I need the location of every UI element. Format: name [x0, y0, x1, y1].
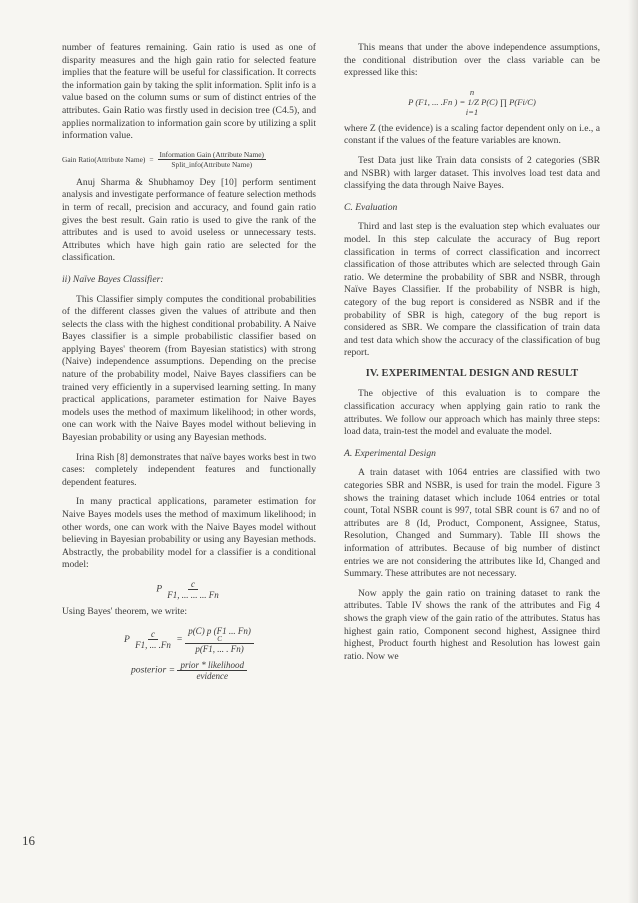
product-upper-limit: n — [469, 86, 475, 97]
left-column — [62, 42, 316, 687]
bayes-denominator: p(F1, ... . Fn) — [195, 643, 244, 654]
formula-fraction — [158, 150, 266, 169]
paragraph-independence: This means that under the above independence assumptions, the conditional distribution over the class variable can be expressed like this: — [344, 42, 600, 79]
page-number: 16 — [22, 833, 35, 848]
paragraph-test-data: Test Data just like Train data consists of 2 categories (SBR and NSBR) with larger dataset. This involves load test data and classifying the data through Naive Bayes. — [344, 154, 600, 192]
model-class: c — [188, 579, 198, 590]
posterior-numerator: prior * likelihood — [177, 660, 247, 671]
page-edge-shadow — [628, 0, 638, 903]
bayes-equation: P $\frac{c}{F1, ... .Fn}$ = p(C) p (F1 ... Fn) C p(F1, ... . Fn) — [62, 626, 316, 654]
product-expression: P (F1, ... .Fn ) = 1/Z P(C) ∏ P(Fi/C) — [408, 96, 536, 107]
product-lower-limit: i=1 — [465, 106, 479, 117]
formula-lhs: Gain Ratio(Attribute Name) — [62, 154, 146, 164]
bayes-lhs-fraction — [132, 629, 174, 650]
formula-denominator: Split_info(Attribute Name) — [171, 159, 253, 169]
subheading-experimental-design: A. Experimental Design — [344, 447, 436, 459]
paragraph-parameter-estimation: In many practical applications, parameter estimation for Naive Bayes models uses the method of maximum likelihood; in other words, one can work with the Naive Bayes model without believing in Bayesian probability or using any Bayesian methods. Abstractly, the probability model for a classifier is a conditional model: — [62, 496, 316, 571]
section-heading-experimental: IV. EXPERIMENTAL DESIGN AND RESULT — [365, 367, 579, 379]
bayes-rhs-fraction — [185, 626, 254, 654]
paragraph-train-dataset: A train dataset with 1064 entries are classified with two categories SBR and NSBR, is used for train the model. Figure 3 shows the training dataset which include 1064 entries or total count, Total NSBR count is 997, total SBR count is 67 and no of attributes are 8 (Id, Product, Component, Assignee, Status, Resolution, Changed and Summary). Table III shows the information of attributes. Because of big number of distinct entries we are not considering the attributes like Id, Changed and Summary. These attributes are not necessary. — [344, 467, 600, 580]
paragraph-gain-ratio-rank: Now apply the gain ratio on training dataset to rank the attributes. Table IV shows the rank of the attributes and Fig 4 shows the graph view of the gain ratio of the attributes. Status has highest gain ratio, Component second highest, Assignee third highest, Product fourth highest and Resolution has lowest gain ratio. Now we — [344, 587, 600, 662]
formula-numerator: Information Gain (Attribute Name) — [159, 149, 264, 159]
posterior-denominator: evidence — [196, 670, 228, 681]
paragraph-classifier: This Classifier simply computes the conditional probabilities of the different classes given the values of attribute and then selects the class with the highest conditional probability. A Naive Bayes classifier is a simple probabilistic classifier based on applying Bayes' theorem (from Bayesian statistics) with strong (Naive) independence assumptions. Depending on the precise nature of the probability model, Naive Bayes classifiers can be trained very efficiently in a supervised learning setting. In many practical applications, parameter estimation for Naive Bayes models uses the method of maximum likelihood; in other words, one can work with the Naive Bayes model without believing in Bayesian probability or using any Bayesian methods. — [62, 293, 316, 444]
formula-equals: = — [149, 154, 154, 164]
posterior-fraction — [177, 660, 247, 681]
bayes-numerator-class: C — [217, 634, 222, 643]
bayes-lhs-features: F1, ... .Fn — [135, 640, 171, 651]
bayes-lhs-class: c — [148, 629, 158, 640]
paragraph-gain-ratio-intro: number of features remaining. Gain ratio is used as one of disparity measures and the high gain ratio for selected feature implies that the feature will be useful for classification. It corrects the information gain by taking the split information. Split info is a value based on the column sums or sum of distinct entries of the attributes. Gain Ratio was firstly used in decision tree (C4.5), and applies normalization to information gain score by utilizing a split information value. — [62, 42, 316, 142]
paragraph-irina-rish: Irina Rish [8] demonstrates that naïve bayes works best in two cases: completely independent features and functionally dependent features. — [62, 451, 316, 488]
conditional-model-equation: P $\frac{c}{F1, ... ... ... Fn}$ — [62, 579, 316, 600]
bayes-numerator — [185, 626, 254, 644]
subheading-evaluation: C. Evaluation — [344, 201, 398, 213]
right-column — [344, 42, 600, 670]
conditional-distribution-equation — [344, 87, 600, 117]
paragraph-evaluation: Third and last step is the evaluation step which evaluates our model. In this step calculate the accuracy of Bug report classification in terms of correct classification and incorrect classification of those attributes which are selected through Gain ratio. We determine the probability of SBR and NSBR, through Naïve Bayes Classifier. If the probability of NSBR is high, category of the bug report is considered as NSBR and if the probability of SBR is high, category of the bug report is considered as SBR. We compare the classification of train data and test data which show the accuracy of the classification of bug report. — [344, 221, 600, 359]
posterior-equation: posterior = $\frac{\text{prior * likelihood}}{\text{evidence}}$ — [62, 660, 316, 681]
paragraph-evidence: where Z (the evidence) is a scaling factor dependent only on i.e., a constant if the values of the feature variables are known. — [344, 122, 600, 147]
paragraph-objective: The objective of this evaluation is to compare the classification accuracy when applying gain ratio to rank the attributes. We follow our approach which has mainly three steps: load data, train-test the model and evaluate the model. — [344, 388, 600, 438]
paragraph-bayes-theorem: Using Bayes' theorem, we write: — [62, 605, 188, 617]
bayes-numerator-expr: p(C) p (F1 ... Fn) — [188, 625, 251, 636]
model-features: F1, ... ... ... Fn — [167, 589, 219, 600]
subheading-naive-bayes: ii) Naïve Bayes Classifier: — [62, 273, 164, 285]
paragraph-sharma-dey: Anuj Sharma & Shubhamoy Dey [10] perform sentiment analysis and investigate performance of feature selection methods in term of recall, precision and accuracy, and found gain ratio gives the best result. Gain ratio is used to give the rank of the attributes and is used to avoid useless or unnecessary tests. Attributes which have high gain ratio are selected for the classification. — [62, 176, 316, 264]
model-fraction — [164, 579, 222, 600]
posterior-label: posterior — [131, 664, 167, 676]
gain-ratio-formula — [62, 150, 316, 169]
